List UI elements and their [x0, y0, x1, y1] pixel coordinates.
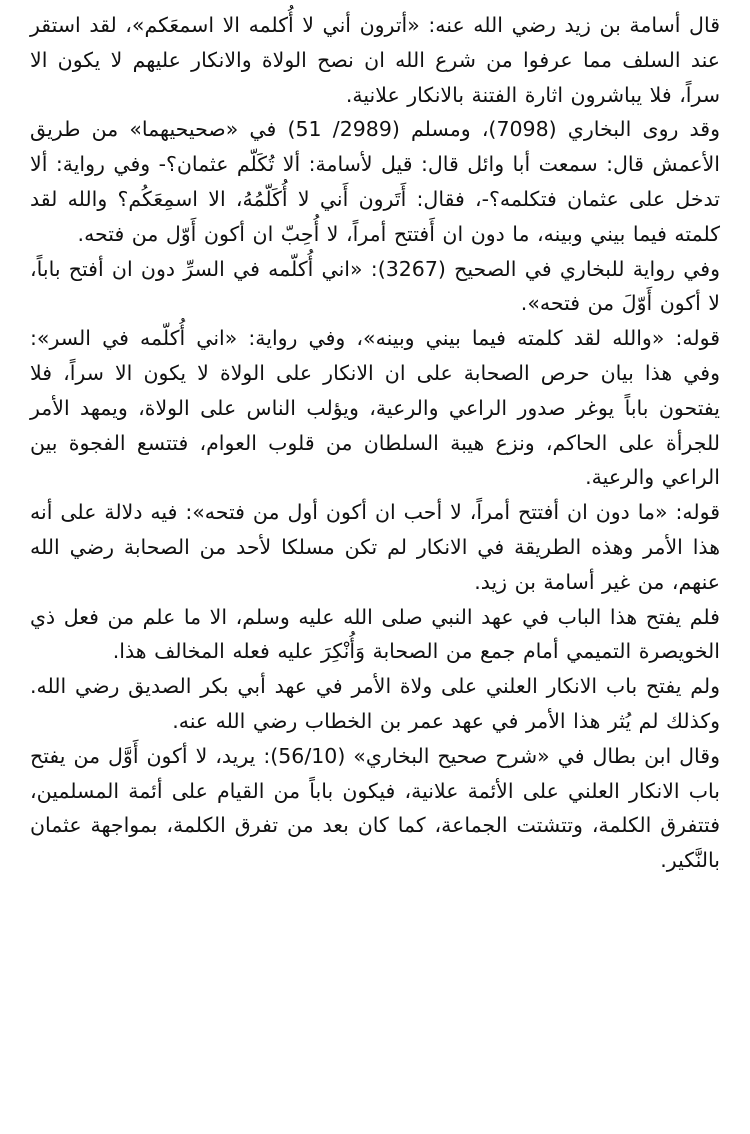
paragraph: قال أسامة بن زيد رضي الله عنه: «أترون أني لا أُكلمه الا اسمعَكم»، لقد استقر عند السلف مما عرفوا من شرع الله ان نصح الولاة والانكار عليهم لا يكون الا سراً، فلا يباشرون اثارة الفتنة بالانكار علانية.: [30, 13, 720, 107]
paragraph: ولم يفتح باب الانكار العلني على ولاة الأمر في عهد أبي بكر الصديق رضي الله. وكذلك لم يُثر هذا الأمر في عهد عمر بن الخطاب رضي الله عنه.: [30, 674, 720, 733]
paragraph: قوله: «ما دون ان أفتتح أمراً، لا أحب ان أكون أول من فتحه»: فيه دلالة على أنه هذا الأمر وهذه الطريقة في الانكار لم تكن مسلكا لأحد من الصحابة رضي الله عنهم، من غير أسامة بن زيد.: [30, 500, 720, 594]
paragraph: وفي رواية للبخاري في الصحيح (3267): «اني أُكلّمه في السرِّ دون ان أفتح باباً، لا أكون أَوّلَ من فتحه».: [30, 256, 720, 316]
paragraph: قوله: «والله لقد كلمته فيما بيني وبينه»، وفي رواية: «اني أُكلّمه في السر»: وفي هذا بيان حرص الصحابة على ان الانكار على الولاة لا يكون الا سراً، فلا يفتحون باباً يوغر صدور الراعي والرعية، ويؤلب الناس على الولاة، ويمهد الأمر للجرأة على الحاكم، ونزع هيبة السلطان من قلوب العوام، فتتسع الفجوة بين الراعي والرعية.: [30, 326, 720, 490]
paragraph: وقد روى البخاري (7098)، ومسلم (2989/ 51) في «صحيحيهما» من طريق الأعمش قال: سمعت أبا وائل قال: قيل لأسامة: ألا تُكَلّم عثمان؟- وفي رواية: ألا تدخل على عثمان فتكلمه؟-، فقال: أَتَرون أَني لا أُكَلّمُهُ، الا اسمِعَكُم؟ والله لقد كلمته فيما بيني وبينه، ما دون ان أَفتتح أمراً، لا أُحِبّ ان أكون أَوّل من فتحه.: [30, 117, 721, 246]
paragraph: وقال ابن بطال في «شرح صحيح البخاري» (56/10): يريد، لا أكون أَوَّل من يفتح باب الانكار العلني على الأئمة علانية، فيكون باباً من القيام على أئمة المسلمين، فتتفرق الكلمة، وتتشتت الجماعة، كما كان بعد من تفرق الكلمة، بمواجهة عثمان بالنَّكير.: [30, 743, 720, 873]
paragraph: فلم يفتح هذا الباب في عهد النبي صلى الله عليه وسلم، الا ما علم من فعل ذي الخويصرة التميمي أمام جمع من الصحابة وَأُنْكِرَ عليه فعله المخالف هذا.: [30, 604, 720, 664]
